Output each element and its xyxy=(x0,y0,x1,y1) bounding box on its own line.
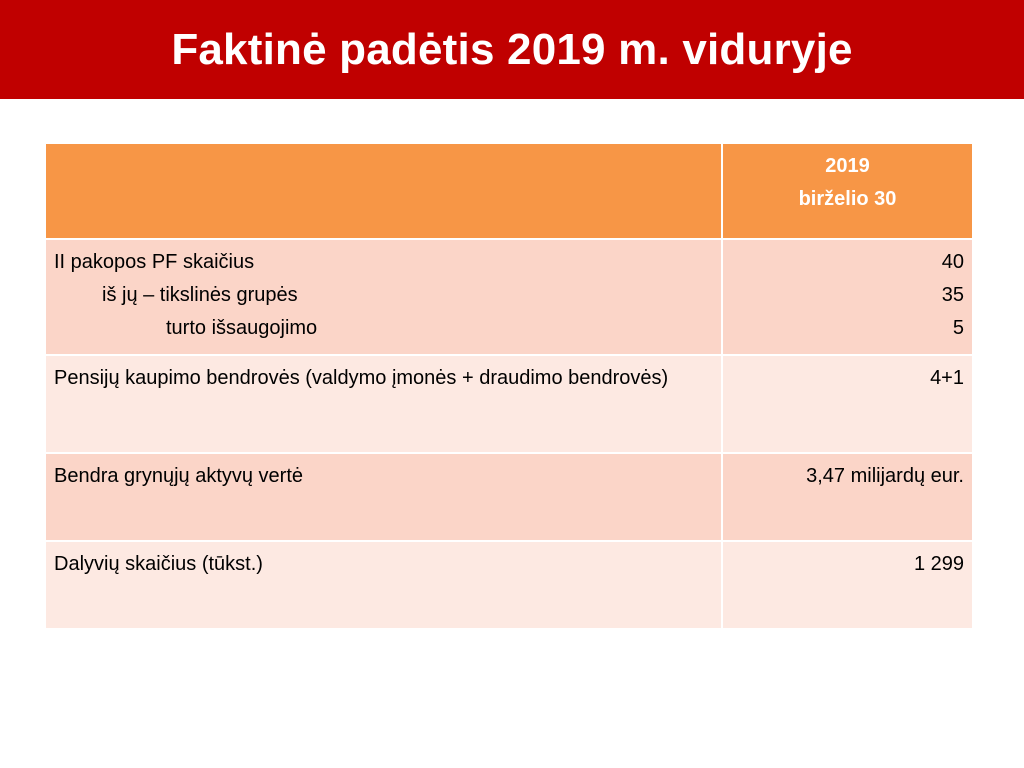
row-label-cell: Pensijų kaupimo bendrovės (valdymo įmonės + draudimo bendrovės) xyxy=(45,355,722,453)
pension-fund-table xyxy=(44,142,974,630)
row-value-line: 40 xyxy=(941,251,964,273)
row-label-cell: Dalyvių skaičius (tūkst.) xyxy=(45,541,722,629)
header-year: 2019 xyxy=(825,155,870,177)
row-label-line: iš jų – tikslinės grupės xyxy=(102,284,298,306)
row-value-line: 35 xyxy=(941,284,964,306)
table-header-row xyxy=(45,143,973,239)
slide-title: Faktinė padėtis 2019 m. viduryje xyxy=(171,24,853,74)
row-label-cell: Bendra grynųjų aktyvų vertė xyxy=(45,453,722,541)
table-row xyxy=(45,355,973,453)
row-label-line: turto išsaugojimo xyxy=(166,317,318,339)
row-value-cell xyxy=(722,239,973,355)
row-value-cell: 1 299 xyxy=(722,541,973,629)
table-row xyxy=(45,239,973,355)
title-bar xyxy=(0,0,1024,99)
header-cell-label xyxy=(45,143,722,239)
row-label-line: II pakopos PF skaičius xyxy=(54,251,255,273)
header-cell-date xyxy=(722,143,973,239)
row-value-line: 5 xyxy=(952,317,964,339)
table-row xyxy=(45,541,973,629)
table-row xyxy=(45,453,973,541)
table-container xyxy=(44,142,972,630)
row-value-cell: 3,47 milijardų eur. xyxy=(722,453,973,541)
row-label-cell xyxy=(45,239,722,355)
header-date: birželio 30 xyxy=(798,188,897,210)
row-value-cell: 4+1 xyxy=(722,355,973,453)
